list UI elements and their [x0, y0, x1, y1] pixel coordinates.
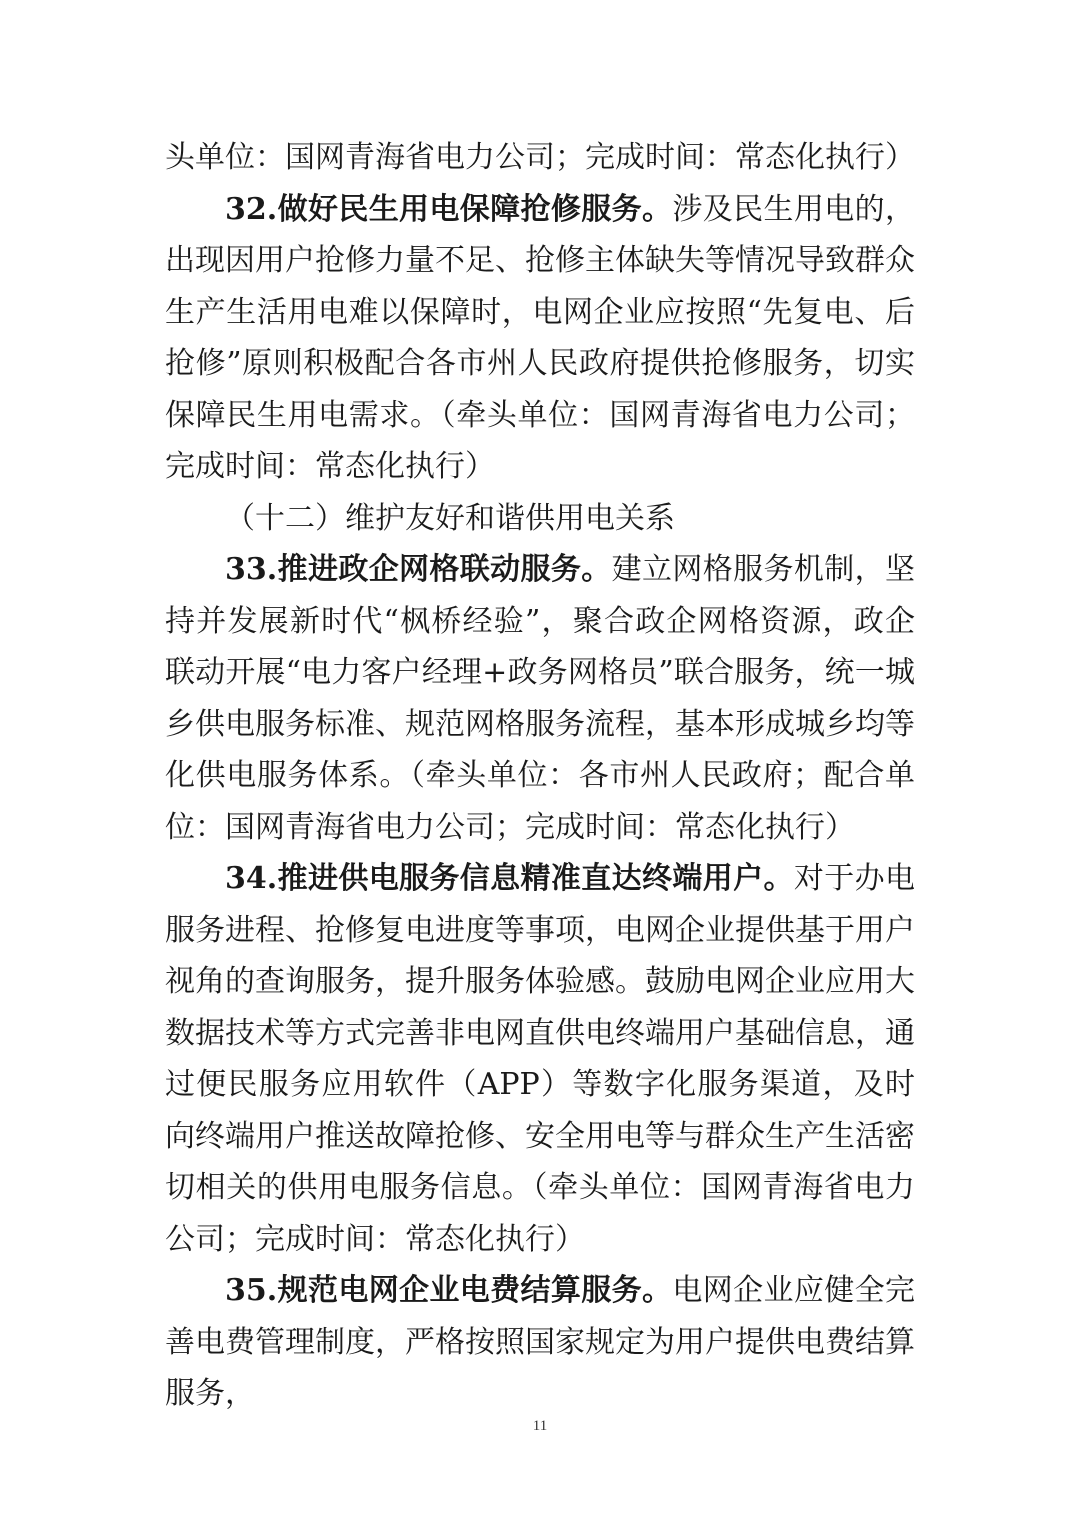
item-35-paragraph — [165, 1265, 915, 1420]
item-35-number: 35. — [225, 1273, 278, 1308]
item-35-body: 电网企业应健全完善电费管理制度，严格按照国家规定为用户提供电费结算服务， — [165, 1273, 916, 1411]
section-heading: （十二）维护友好和谐供用电关系 — [225, 500, 675, 536]
item-33-body: 建立网格服务机制，坚持并发展新时代“枫桥经验”，聚合政企网格资源，政企联动开展“电力客户经理+政务网格员”联合服务，统一城乡供电服务标准、规范网格服务流程，基本形成城乡均等化供电服务体系。（牵头单位：各市州人民政府；配合单位：国网青海省电力公司；完成时间：常态化执行） — [165, 552, 916, 845]
item-33-paragraph — [165, 544, 915, 853]
item-33-title: 推进政企网格联动服务。 — [277, 552, 612, 587]
item-34-number: 34. — [225, 861, 278, 896]
item-32-paragraph — [165, 184, 915, 493]
page-number: 11 — [532, 1418, 548, 1434]
item-34-paragraph — [165, 853, 915, 1265]
document-body — [165, 132, 915, 1420]
item-34-body: 对于办电服务进程、抢修复电进度等事项，电网企业提供基于用户视角的查询服务，提升服务体验感。鼓励电网企业应用大数据技术等方式完善非电网直供电终端用户基础信息，通过便民服务应用软件（APP）等数字化服务渠道，及时向终端用户推送故障抢修、安全用电等与群众生产生活密切相关的供用电服务信息。（牵头单位：国网青海省电力公司；完成时间：常态化执行） — [165, 861, 916, 1257]
item-33-number: 33. — [225, 552, 278, 587]
item-35-title: 规范电网企业电费结算服务。 — [277, 1273, 673, 1308]
continuation-paragraph: 头单位：国网青海省电力公司；完成时间：常态化执行） — [165, 140, 915, 175]
item-32-body: 涉及民生用电的，出现因用户抢修力量不足、抢修主体缺失等情况导致群众生产生活用电难以保障时，电网企业应按照“先复电、后抢修”原则积极配合各市州人民政府提供抢修服务，切实保障民生用电需求。（牵头单位：国网青海省电力公司；完成时间：常态化执行） — [165, 191, 916, 484]
item-32-title: 做好民生用电保障抢修服务。 — [277, 191, 673, 227]
item-32-number: 32. — [225, 191, 278, 227]
item-34-title: 推进供电服务信息精准直达终端用户。 — [277, 861, 794, 896]
